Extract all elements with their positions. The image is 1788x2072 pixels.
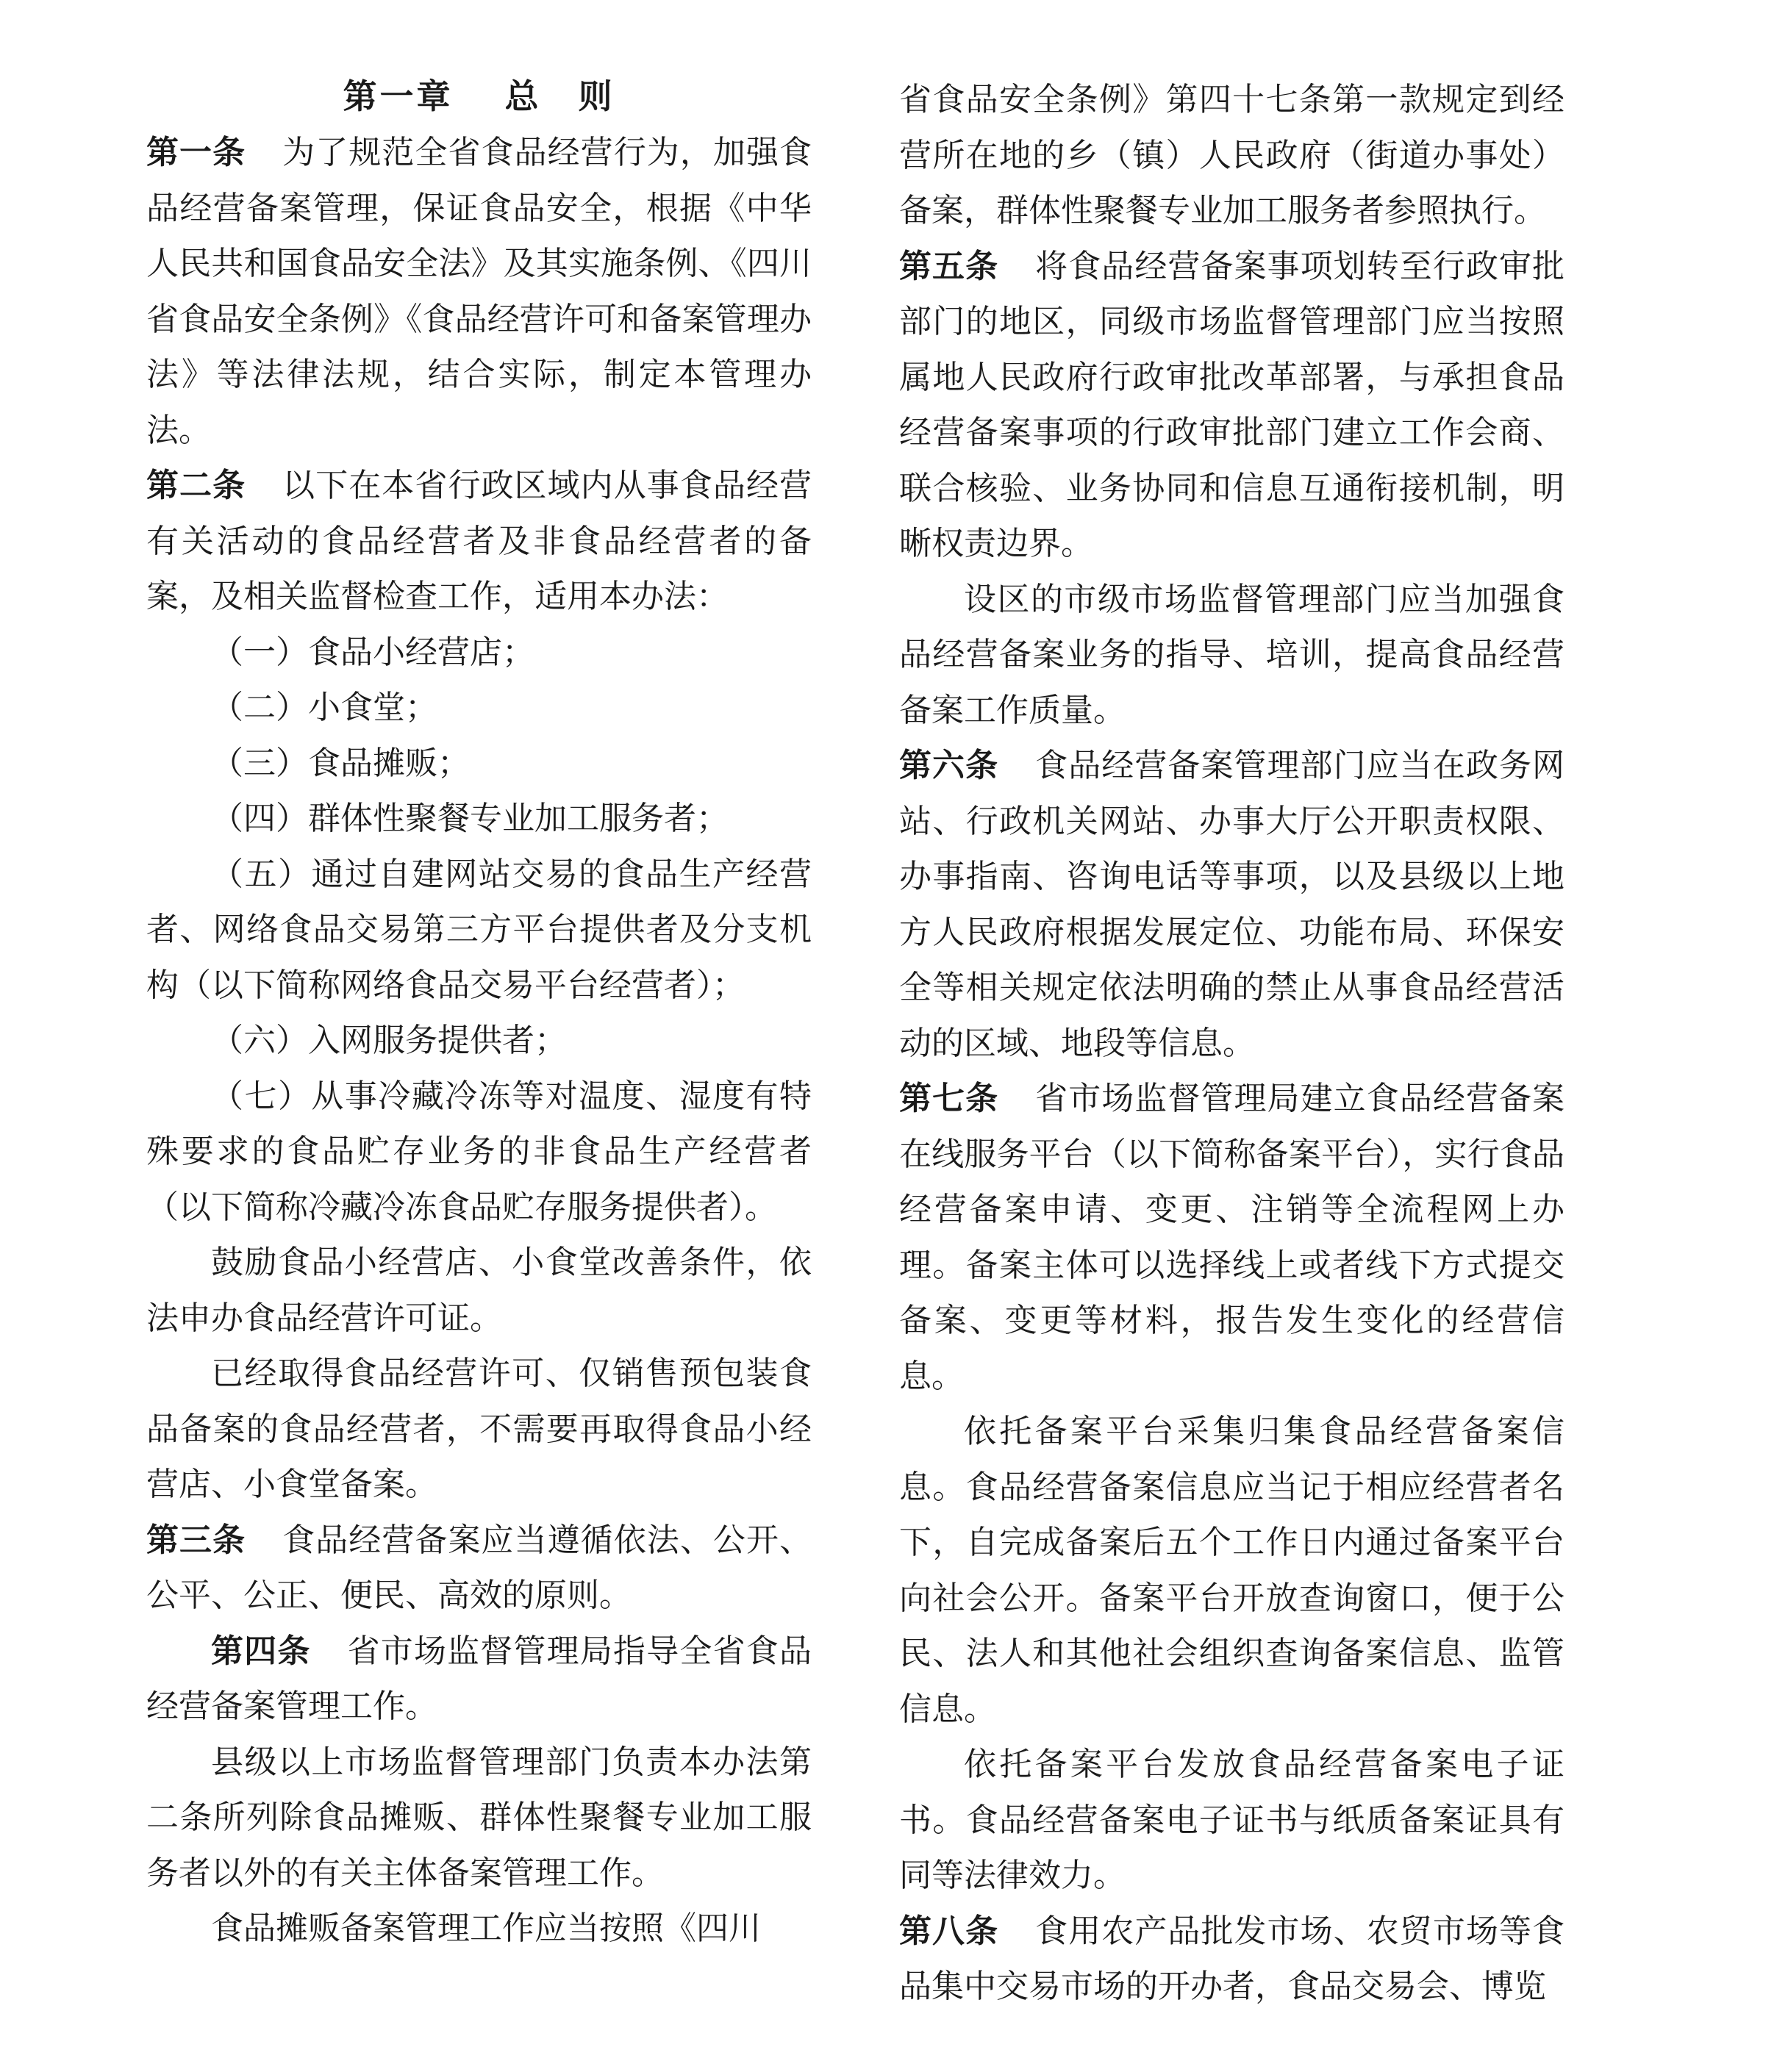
paragraph-obtained: 已经取得食品经营许可、仅销售预包装食品备案的食品经营者，不需要再取得食品小经营店、小食堂备案。 [146, 1355, 812, 1503]
article-4-label: 第四条 [211, 1632, 311, 1670]
list-item: （六）入网服务提供者； [211, 1022, 567, 1059]
article-3-text: 食品经营备案应当遵循依法、公开、公平、公正、便民、高效的原则。 [146, 1521, 812, 1614]
paragraph-city: 设区的市级市场监督管理部门应当加强食品经营备案业务的指导、培训，提高食品经营备案工作质量。 [899, 580, 1564, 729]
list-item: （一）食品小经营店； [211, 633, 534, 671]
list-item: （三）食品摊贩； [211, 744, 470, 782]
article-7 [899, 1071, 1564, 1404]
left-column [146, 68, 812, 1957]
article-8-text: 食用农产品批发市场、农贸市场等食品集中交易市场的开办者，食品交易会、博览 [899, 1912, 1565, 2005]
article-6 [899, 738, 1564, 1071]
article-4-text: 省市场监督管理局指导全省食品经营备案管理工作。 [146, 1632, 812, 1725]
article-6-label: 第六条 [899, 747, 999, 784]
article-8-label: 第八条 [899, 1912, 999, 1950]
list-item: （七）从事冷藏冷冻等对温度、湿度有特殊要求的食品贮存业务的非食品生产经营者（以下简称冷藏冷冻食品贮存服务提供者）。 [146, 1077, 812, 1226]
article-8 [899, 1904, 1564, 2015]
paragraph-vendor: 食品摊贩备案管理工作应当按照《四川 [211, 1910, 761, 1947]
article-3-label: 第三条 [146, 1521, 246, 1559]
paragraph-collect: 依托备案平台采集归集食品经营备案信息。食品经营备案信息应当记于相应经营者名下，自完成备案后五个工作日内通过备案平台向社会公开。备案平台开放查询窗口，便于公民、法人和其他社会组织查询备案信息、监管信息。 [899, 1413, 1564, 1728]
list-item: （二）小食堂； [211, 689, 437, 726]
paragraph-county: 县级以上市场监督管理部门负责本办法第二条所列除食品摊贩、群体性聚餐专业加工服务者以外的有关主体备案管理工作。 [146, 1743, 812, 1892]
article-2 [146, 458, 812, 625]
article-5-label: 第五条 [899, 247, 999, 285]
article-7-label: 第七条 [899, 1080, 999, 1117]
chapter-number: 第一章 [343, 76, 454, 116]
article-4 [146, 1624, 812, 1735]
list-item: （五）通过自建网站交易的食品生产经营者、网络食品交易第三方平台提供者及分支机构（以下简称网络食品交易平台经营者）； [146, 855, 812, 1004]
article-1-text: 为了规范全省食品经营行为，加强食品经营备案管理，保证食品安全，根据《中华人民共和国食品安全法》及其实施条例、《四川省食品安全条例》《食品经营许可和备案管理办法》等法律法规，结合实际，制定本管理办法。 [146, 134, 812, 449]
article-7-text: 省市场监督管理局建立食品经营备案在线服务平台（以下简称备案平台），实行食品经营备案申请、变更、注销等全流程网上办理。备案主体可以选择线上或者线下方式提交备案、变更等材料，报告发生变化的经营信息。 [899, 1080, 1565, 1395]
article-1-label: 第一条 [146, 134, 246, 171]
list-item: （四）群体性聚餐专业加工服务者； [211, 800, 729, 837]
chapter-name: 总 则 [504, 76, 615, 116]
article-6-text: 食品经营备案管理部门应当在政务网站、行政机关网站、办事大厅公开职责权限、办事指南、咨询电话等事项，以及县级以上地方人民政府根据发展定位、功能布局、环保安全等相关规定依法明确的禁止从事食品经营活动的区域、地段等信息。 [899, 747, 1565, 1062]
article-3 [146, 1513, 812, 1624]
article-2-text: 以下在本省行政区域内从事食品经营有关活动的食品经营者及非食品经营者的备案，及相关监督检查工作，适用本办法： [146, 467, 812, 615]
article-2-label: 第二条 [146, 467, 246, 504]
article-5-text: 将食品经营备案事项划转至行政审批部门的地区，同级市场监督管理部门应当按照属地人民政府行政审批改革部署，与承担食品经营备案事项的行政审批部门建立工作会商、联合核验、业务协同和信息互通衔接机制，明晰权责边界。 [899, 247, 1565, 562]
article-5 [899, 239, 1564, 572]
right-column [899, 72, 1564, 2015]
chapter-title [146, 68, 812, 125]
article-4-continuation: 省食品安全条例》第四十七条第一款规定到经营所在地的乡（镇）人民政府（街道办事处）备案，群体性聚餐专业加工服务者参照执行。 [899, 81, 1564, 229]
paragraph-encourage: 鼓励食品小经营店、小食堂改善条件，依法申办食品经营许可证。 [146, 1244, 812, 1337]
article-1 [146, 125, 812, 458]
paragraph-cert: 依托备案平台发放食品经营备案电子证书。食品经营备案电子证书与纸质备案证具有同等法律效力。 [899, 1746, 1564, 1894]
